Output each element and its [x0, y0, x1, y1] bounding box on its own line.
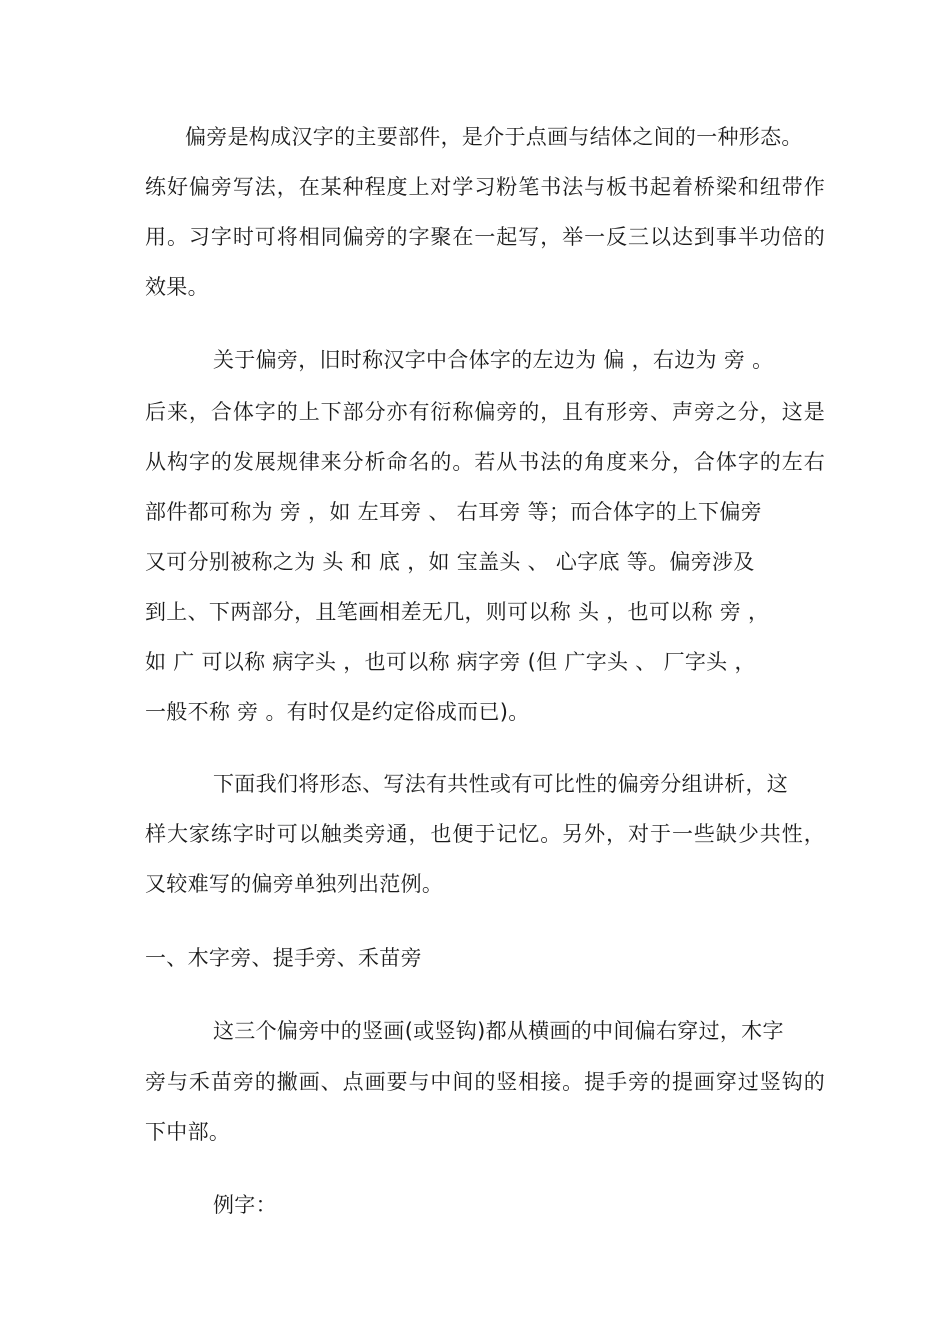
paragraph1-line3: 用。习字时可将相同偏旁的字聚在一起写，举一反三以达到事半功倍的 [145, 225, 825, 249]
paragraph2-line5: 又可分别被称之为 头 和 底 ，如 宝盖头 、 心字底 等。偏旁涉及 [145, 550, 755, 574]
paragraph2-line4: 部件都可称为 旁 ，如 左耳旁 、 右耳旁 等；而合体字的上下偏旁 [145, 500, 762, 524]
section-heading: 一、木字旁、提手旁、禾苗旁 [145, 946, 422, 970]
paragraph2-line6: 到上、下两部分，且笔画相差无几，则可以称 头 ，也可以称 旁 ， [145, 600, 770, 624]
paragraph1-line4: 效果。 [145, 275, 209, 299]
paragraph1-line2: 练好偏旁写法，在某种程度上对学习粉笔书法与板书起着桥梁和纽带作 [145, 175, 825, 199]
paragraph2-line3: 从构字的发展规律来分析命名的。若从书法的角度来分，合体字的左右 [145, 450, 825, 474]
paragraph4-line1: 这三个偏旁中的竖画(或竖钩)都从横画的中间偏右穿过，木字 [213, 1019, 784, 1043]
paragraph3-line2: 样大家练字时可以触类旁通，也便于记忆。另外，对于一些缺少共性， [145, 822, 825, 846]
paragraph1-line1: 偏旁是构成汉字的主要部件，是介于点画与结体之间的一种形态。 [185, 125, 803, 149]
paragraph3-line1: 下面我们将形态、写法有共性或有可比性的偏旁分组讲析，这 [213, 772, 789, 796]
paragraph4-line3: 下中部。 [145, 1120, 231, 1144]
example-label: 例字： [213, 1193, 277, 1217]
paragraph3-line3: 又较难写的偏旁单独列出范例。 [145, 872, 444, 896]
paragraph2-line8: 一般不称 旁 。有时仅是约定俗成而已)。 [145, 700, 530, 724]
paragraph2-line2: 后来，合体字的上下部分亦有衍称偏旁的，且有形旁、声旁之分，这是 [145, 400, 825, 424]
paragraph4-line2: 旁与禾苗旁的撇画、点画要与中间的竖相接。提手旁的提画穿过竖钩的 [145, 1070, 825, 1094]
paragraph2-line1: 关于偏旁，旧时称汉字中合体字的左边为 偏 ，右边为 旁 。 [213, 348, 774, 372]
paragraph2-line7: 如 广 可以称 病字头 ，也可以称 病字旁 (但 广字头 、 厂字头 ， [145, 650, 756, 674]
